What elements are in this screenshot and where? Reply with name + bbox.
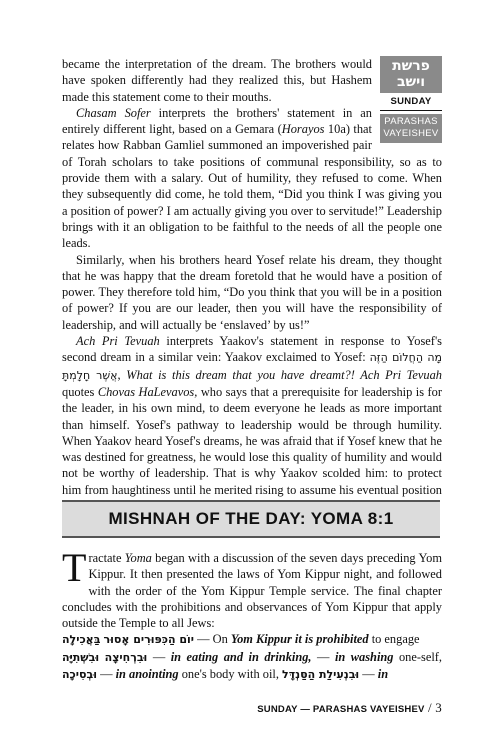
mishnah-intro: Tractate Yoma began with a discussion of the seven days preceding Yom Kippur. It then presented the laws of Yom Kippur night, and followed with the order of the Yom Kippur Temple service. The final chapter concludes with the prohibitions and observances of Yom Kippur that apply outside the Temple to all Jews:: [62, 545, 442, 631]
running-footer-label: SUNDAY — PARASHAS VAYEISHEV: [257, 704, 425, 715]
mishnah-translation: בַּאֲכִילָה יוֹם הַכִּפּוּרִים אָסוּר — On Yom Kippur it is prohibited to engage וּבִשְׁתִיָּה וּבִרְחִיצָה — in eating and in drinking, — in washing one-self, וּבְסִיכָה — in anointing one's body with oil, וּבִנְעִילַת הַסַּנְדָּל — in: [62, 632, 442, 682]
paragraph-1: became the interpretation of the dream. The brothers would have spoken differently had they realized this, but Hashem made this statement come to their mouths.: [62, 57, 372, 104]
mishnah-section: [62, 545, 442, 683]
drop-cap: T: [62, 545, 87, 590]
parsha-english-label: PARASHAS VAYEISHEV: [380, 114, 442, 143]
paragraph-4: Ach Pri Tevuah interprets Yaakov's statement in response to Yosef's second dream in a similar vein: Yaakov exclaimed to Yosef: מָה הַחֲלוֹם הַזֶּה אֲשֶׁר חָלָמְתָּ, What is this dream that you have dreamt?! Ach Pri Tevuah quotes Chovas HaLevavos, who says that a prerequisite for leadership is for the leader, in his own mind, to deem everyone he leads as more important than himself. Yosef's pathway to leadership would be through humility. When Yaakov heard Yosef's dreams, he was afraid that if Yosef knew that he was destined for greatness, he would lose this quality of humility and would not be worthy of leadership. That is why Yaakov scolded him: to protect him from haughtiness until he merited rising to assume his eventual position: [62, 334, 442, 497]
parsha-hebrew-label: פרשת וישב: [380, 56, 442, 93]
page-number: 3: [435, 700, 442, 715]
commentary-section: [62, 56, 442, 514]
page-footer: SUNDAY — PARASHAS VAYEISHEV / 3: [257, 700, 442, 715]
paragraph-2: Chasam Sofer interprets the brothers' statement in an entirely different light, based on a Gemara (Horayos 10a) that relates how Rabban Gamliel summoned an impoverished pair of Torah scholars to take positions of communal responsibility, so as to provide them with a salary. Out of humility, they refused to come. When they subsequently did come, he told them, “Did you think I was giving you a position of power? I am actually giving you over to servitude!” Leadership brings with it an obligation to be faithful to the needs of all the people one leads.: [62, 105, 442, 251]
parsha-sidebar: [380, 56, 442, 143]
mishnah-heading: MISHNAH OF THE DAY: YOMA 8:1: [62, 500, 440, 538]
paragraph-3: Similarly, when his brothers heard Yosef relate his dream, they thought that he was happy that the dream foretold that he would have a position of power. They therefore told him, “Do you think that you will be in a position of power? If you are our leader, then you will have the responsibility of leadership, and will actually be ‘enslaved’ by us!”: [62, 252, 442, 332]
day-label: SUNDAY: [380, 93, 442, 111]
